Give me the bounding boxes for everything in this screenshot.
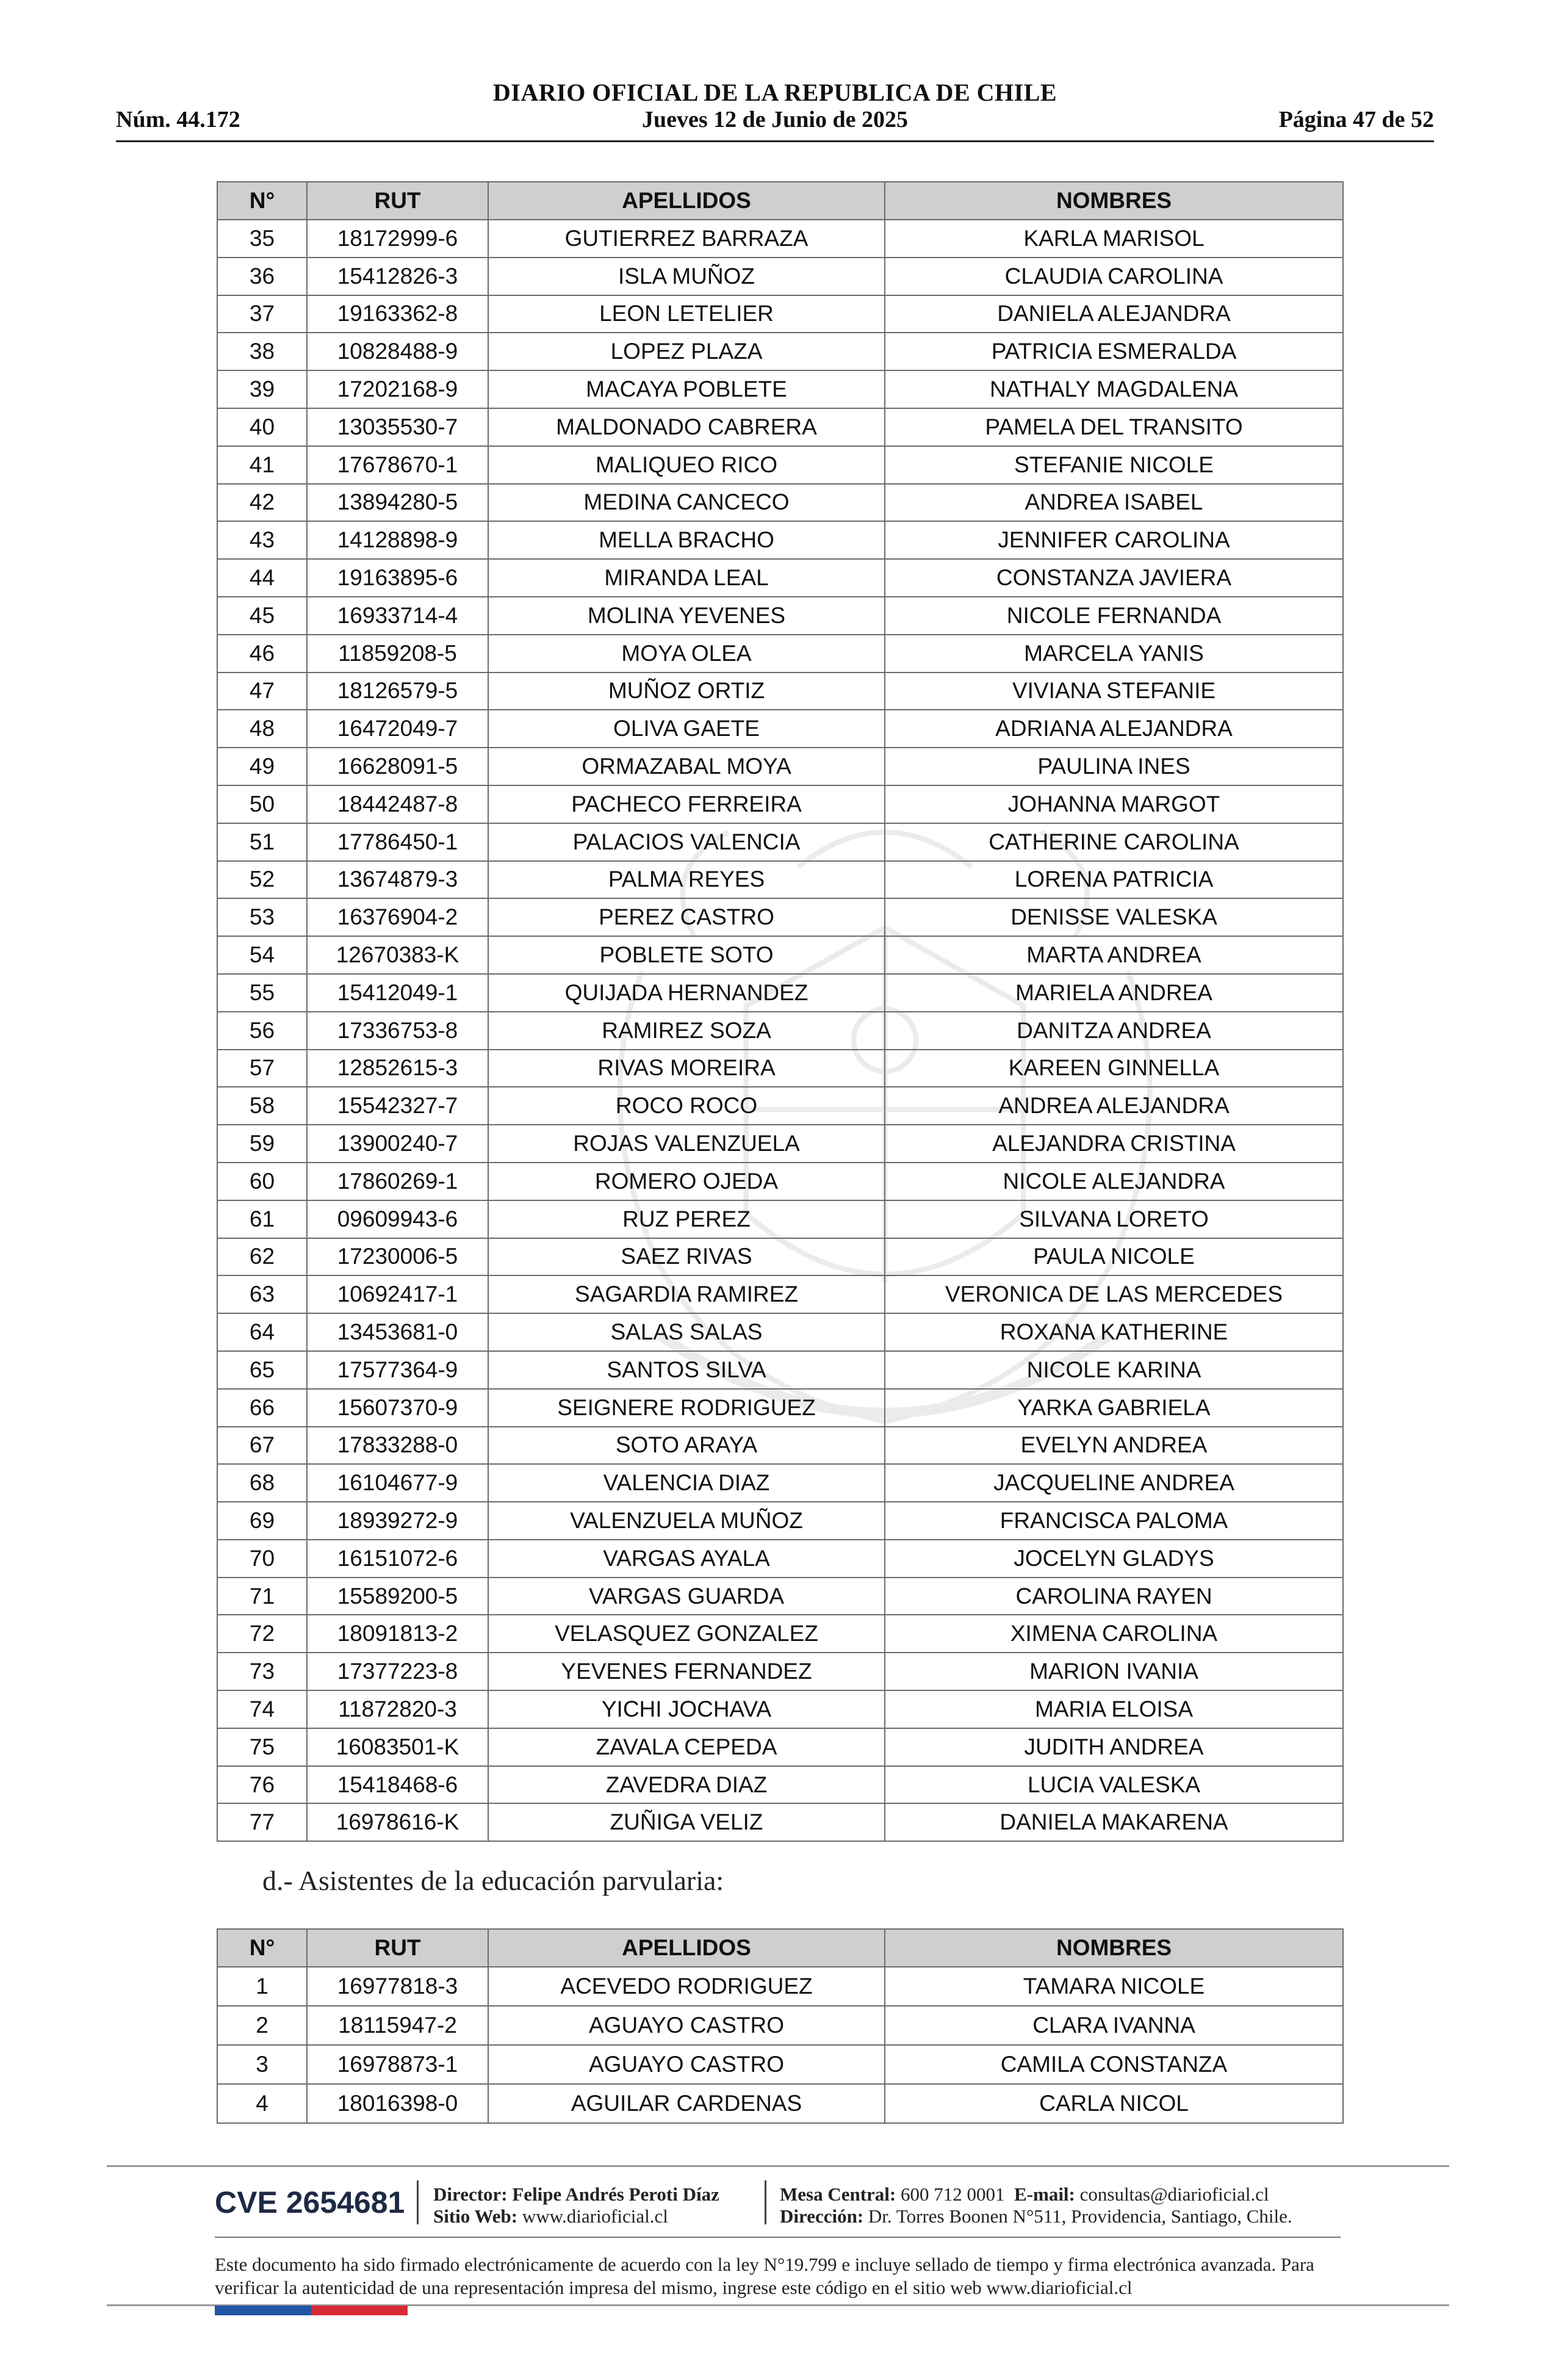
surnames-cell: MELLA BRACHO	[488, 521, 885, 559]
surnames-cell: VELASQUEZ GONZALEZ	[488, 1615, 885, 1653]
names-cell: YARKA GABRIELA	[885, 1389, 1343, 1427]
section-heading: d.- Asistentes de la educación parvularia:	[262, 1865, 724, 1896]
website-link[interactable]: www.diarioficial.cl	[522, 2205, 668, 2227]
table-row	[217, 1313, 1343, 1351]
surnames-cell: AGUILAR CARDENAS	[488, 2084, 885, 2123]
table-row	[217, 559, 1343, 597]
table-row	[217, 1464, 1343, 1502]
row-number: 41	[217, 446, 307, 484]
table-row	[217, 1653, 1343, 1690]
rut-cell: 18126579-5	[307, 673, 488, 710]
surnames-cell: VALENCIA DIAZ	[488, 1464, 885, 1502]
chile-flag-stripe-blue-icon	[215, 2306, 311, 2315]
rut-cell: 11872820-3	[307, 1690, 488, 1728]
names-cell: NICOLE ALEJANDRA	[885, 1163, 1343, 1200]
row-number: 68	[217, 1464, 307, 1502]
rut-cell: 15542327-7	[307, 1087, 488, 1125]
rut-cell: 18939272-9	[307, 1502, 488, 1540]
page-number: Página 47 de 52	[1278, 107, 1434, 132]
row-number: 70	[217, 1540, 307, 1578]
row-number: 40	[217, 408, 307, 446]
names-cell: CLAUDIA CAROLINA	[885, 258, 1343, 295]
names-cell: PAULA NICOLE	[885, 1238, 1343, 1276]
rut-cell: 12852615-3	[307, 1050, 488, 1087]
table-row	[217, 1766, 1343, 1804]
column-header-number: N°	[217, 1929, 307, 1967]
row-number: 48	[217, 710, 307, 748]
names-cell: JOCELYN GLADYS	[885, 1540, 1343, 1578]
row-number: 58	[217, 1087, 307, 1125]
table-row	[217, 258, 1343, 295]
rut-cell: 17336753-8	[307, 1012, 488, 1050]
names-cell: KARLA MARISOL	[885, 220, 1343, 258]
rut-cell: 12670383-K	[307, 936, 488, 974]
names-cell: DANITZA ANDREA	[885, 1012, 1343, 1050]
table-row	[217, 861, 1343, 899]
row-number: 73	[217, 1653, 307, 1690]
table-row	[217, 408, 1343, 446]
footer-divider-top	[107, 2165, 1449, 2167]
surnames-cell: AGUAYO CASTRO	[488, 2006, 885, 2045]
row-number: 36	[217, 258, 307, 295]
table-row	[217, 220, 1343, 258]
row-number: 55	[217, 974, 307, 1012]
rut-cell: 13894280-5	[307, 484, 488, 522]
rut-cell: 18172999-6	[307, 220, 488, 258]
table-row	[217, 1012, 1343, 1050]
rut-cell: 13035530-7	[307, 408, 488, 446]
column-header-number: N°	[217, 182, 307, 220]
surnames-cell: VARGAS AYALA	[488, 1540, 885, 1578]
names-cell: KAREEN GINNELLA	[885, 1050, 1343, 1087]
names-cell: LORENA PATRICIA	[885, 861, 1343, 899]
names-cell: SILVANA LORETO	[885, 1200, 1343, 1238]
surnames-cell: SALAS SALAS	[488, 1313, 885, 1351]
rut-cell: 15418468-6	[307, 1766, 488, 1804]
rut-cell: 15412049-1	[307, 974, 488, 1012]
email-label: E-mail:	[1014, 2183, 1075, 2205]
surnames-cell: ROCO ROCO	[488, 1087, 885, 1125]
row-number: 51	[217, 823, 307, 861]
rut-cell: 16978873-1	[307, 2045, 488, 2084]
table-row	[217, 673, 1343, 710]
table-row	[217, 974, 1343, 1012]
surnames-cell: ZUÑIGA VELIZ	[488, 1803, 885, 1841]
names-cell: MARIELA ANDREA	[885, 974, 1343, 1012]
footer-separator	[765, 2180, 766, 2224]
footer-contact-block	[780, 2183, 1292, 2227]
surnames-cell: MACAYA POBLETE	[488, 370, 885, 408]
table-row	[217, 597, 1343, 635]
names-cell: ANDREA ISABEL	[885, 484, 1343, 522]
table-row	[217, 1615, 1343, 1653]
surnames-cell: MOYA OLEA	[488, 635, 885, 673]
surnames-cell: MUÑOZ ORTIZ	[488, 673, 885, 710]
rut-cell: 16472049-7	[307, 710, 488, 748]
rut-cell: 16151072-6	[307, 1540, 488, 1578]
row-number: 49	[217, 748, 307, 785]
surnames-cell: RAMIREZ SOZA	[488, 1012, 885, 1050]
surnames-cell: OLIVA GAETE	[488, 710, 885, 748]
rut-cell: 16933714-4	[307, 597, 488, 635]
row-number: 61	[217, 1200, 307, 1238]
table-row	[217, 1351, 1343, 1389]
names-cell: DENISSE VALESKA	[885, 898, 1343, 936]
column-header-names: NOMBRES	[885, 182, 1343, 220]
names-cell: TAMARA NICOLE	[885, 1967, 1343, 2006]
surnames-cell: VALENZUELA MUÑOZ	[488, 1502, 885, 1540]
row-number: 42	[217, 484, 307, 522]
director-name: Felipe Andrés Peroti Díaz	[512, 2183, 719, 2205]
names-cell: PAMELA DEL TRANSITO	[885, 408, 1343, 446]
row-number: 47	[217, 673, 307, 710]
names-cell: PATRICIA ESMERALDA	[885, 333, 1343, 370]
table-row	[217, 2006, 1343, 2045]
table-row	[217, 635, 1343, 673]
table-row	[217, 748, 1343, 785]
table-row	[217, 785, 1343, 823]
table-header-row	[217, 182, 1343, 220]
row-number: 35	[217, 220, 307, 258]
rut-cell: 17377223-8	[307, 1653, 488, 1690]
row-number: 4	[217, 2084, 307, 2123]
phone-number: 600 712 0001	[901, 2183, 1005, 2205]
phone-label: Mesa Central:	[780, 2183, 896, 2205]
rut-cell: 11859208-5	[307, 635, 488, 673]
rut-cell: 18442487-8	[307, 785, 488, 823]
surnames-cell: GUTIERREZ BARRAZA	[488, 220, 885, 258]
rut-cell: 16977818-3	[307, 1967, 488, 2006]
names-table-part-d	[217, 1928, 1344, 2124]
names-cell: JUDITH ANDREA	[885, 1728, 1343, 1766]
table-row	[217, 2084, 1343, 2123]
surnames-cell: ACEVEDO RODRIGUEZ	[488, 1967, 885, 2006]
rut-cell: 18091813-2	[307, 1615, 488, 1653]
row-number: 44	[217, 559, 307, 597]
row-number: 76	[217, 1766, 307, 1804]
row-number: 60	[217, 1163, 307, 1200]
surnames-cell: SEIGNERE RODRIGUEZ	[488, 1389, 885, 1427]
row-number: 72	[217, 1615, 307, 1653]
surnames-cell: PEREZ CASTRO	[488, 898, 885, 936]
surnames-cell: MEDINA CANCECO	[488, 484, 885, 522]
header-divider	[116, 140, 1434, 142]
table-row	[217, 484, 1343, 522]
row-number: 63	[217, 1275, 307, 1313]
surnames-cell: SOTO ARAYA	[488, 1427, 885, 1465]
row-number: 2	[217, 2006, 307, 2045]
names-cell: CAROLINA RAYEN	[885, 1578, 1343, 1615]
rut-cell: 17577364-9	[307, 1351, 488, 1389]
surnames-cell: ZAVEDRA DIAZ	[488, 1766, 885, 1804]
surnames-cell: AGUAYO CASTRO	[488, 2045, 885, 2084]
rut-cell: 17230006-5	[307, 1238, 488, 1276]
surnames-cell: RUZ PEREZ	[488, 1200, 885, 1238]
rut-cell: 17786450-1	[307, 823, 488, 861]
table-header-row	[217, 1929, 1343, 1967]
surnames-cell: ORMAZABAL MOYA	[488, 748, 885, 785]
row-number: 46	[217, 635, 307, 673]
rut-cell: 16083501-K	[307, 1728, 488, 1766]
rut-cell: 16628091-5	[307, 748, 488, 785]
row-number: 67	[217, 1427, 307, 1465]
names-cell: MARIA ELOISA	[885, 1690, 1343, 1728]
email-link[interactable]: consultas@diarioficial.cl	[1079, 2183, 1269, 2205]
table-row	[217, 1163, 1343, 1200]
row-number: 38	[217, 333, 307, 370]
names-cell: DANIELA MAKARENA	[885, 1803, 1343, 1841]
row-number: 74	[217, 1690, 307, 1728]
names-cell: XIMENA CAROLINA	[885, 1615, 1343, 1653]
rut-cell: 10828488-9	[307, 333, 488, 370]
names-cell: CATHERINE CAROLINA	[885, 823, 1343, 861]
footer-director-block	[433, 2183, 719, 2227]
names-cell: CARLA NICOL	[885, 2084, 1343, 2123]
rut-cell: 19163362-8	[307, 295, 488, 333]
table-row	[217, 1389, 1343, 1427]
page-header	[116, 73, 1434, 143]
names-cell: FRANCISCA PALOMA	[885, 1502, 1343, 1540]
names-cell: MARCELA YANIS	[885, 635, 1343, 673]
names-cell: JENNIFER CAROLINA	[885, 521, 1343, 559]
row-number: 45	[217, 597, 307, 635]
names-cell: CONSTANZA JAVIERA	[885, 559, 1343, 597]
names-cell: JOHANNA MARGOT	[885, 785, 1343, 823]
row-number: 43	[217, 521, 307, 559]
surnames-cell: LOPEZ PLAZA	[488, 333, 885, 370]
row-number: 1	[217, 1967, 307, 2006]
table-row	[217, 1540, 1343, 1578]
surnames-cell: YEVENES FERNANDEZ	[488, 1653, 885, 1690]
address-text: Dr. Torres Boonen N°511, Providencia, Santiago, Chile.	[868, 2205, 1292, 2227]
table-row	[217, 1238, 1343, 1276]
table-row	[217, 370, 1343, 408]
rut-cell: 15589200-5	[307, 1578, 488, 1615]
names-cell: EVELYN ANDREA	[885, 1427, 1343, 1465]
surnames-cell: PALMA REYES	[488, 861, 885, 899]
surnames-cell: SAGARDIA RAMIREZ	[488, 1275, 885, 1313]
names-cell: CLARA IVANNA	[885, 2006, 1343, 2045]
surnames-cell: YICHI JOCHAVA	[488, 1690, 885, 1728]
table-row	[217, 1690, 1343, 1728]
rut-cell: 14128898-9	[307, 521, 488, 559]
rut-cell: 10692417-1	[307, 1275, 488, 1313]
names-cell: NICOLE FERNANDA	[885, 597, 1343, 635]
rut-cell: 17833288-0	[307, 1427, 488, 1465]
surnames-cell: ROJAS VALENZUELA	[488, 1125, 885, 1163]
row-number: 53	[217, 898, 307, 936]
row-number: 66	[217, 1389, 307, 1427]
rut-cell: 18115947-2	[307, 2006, 488, 2045]
table-row	[217, 446, 1343, 484]
cve-code: CVE 2654681	[215, 2185, 405, 2220]
website-label: Sitio Web:	[433, 2205, 518, 2227]
surnames-cell: SAEZ RIVAS	[488, 1238, 885, 1276]
rut-cell: 17860269-1	[307, 1163, 488, 1200]
names-cell: ADRIANA ALEJANDRA	[885, 710, 1343, 748]
row-number: 39	[217, 370, 307, 408]
names-cell: MARION IVANIA	[885, 1653, 1343, 1690]
rut-cell: 18016398-0	[307, 2084, 488, 2123]
table-row	[217, 1125, 1343, 1163]
names-cell: MARTA ANDREA	[885, 936, 1343, 974]
column-header-rut: RUT	[307, 182, 488, 220]
names-cell: PAULINA INES	[885, 748, 1343, 785]
table-row	[217, 333, 1343, 370]
names-cell: ANDREA ALEJANDRA	[885, 1087, 1343, 1125]
names-cell: JACQUELINE ANDREA	[885, 1464, 1343, 1502]
row-number: 54	[217, 936, 307, 974]
rut-cell: 13453681-0	[307, 1313, 488, 1351]
names-cell: ROXANA KATHERINE	[885, 1313, 1343, 1351]
row-number: 50	[217, 785, 307, 823]
row-number: 69	[217, 1502, 307, 1540]
names-cell: VERONICA DE LAS MERCEDES	[885, 1275, 1343, 1313]
surnames-cell: LEON LETELIER	[488, 295, 885, 333]
row-number: 57	[217, 1050, 307, 1087]
surnames-cell: ROMERO OJEDA	[488, 1163, 885, 1200]
row-number: 62	[217, 1238, 307, 1276]
table-row	[217, 295, 1343, 333]
names-cell: VIVIANA STEFANIE	[885, 673, 1343, 710]
table-row	[217, 1200, 1343, 1238]
surnames-cell: QUIJADA HERNANDEZ	[488, 974, 885, 1012]
row-number: 65	[217, 1351, 307, 1389]
row-number: 75	[217, 1728, 307, 1766]
rut-cell: 09609943-6	[307, 1200, 488, 1238]
table-row	[217, 898, 1343, 936]
names-table-part-c	[217, 181, 1344, 1842]
table-row	[217, 1728, 1343, 1766]
surnames-cell: SANTOS SILVA	[488, 1351, 885, 1389]
table-row	[217, 1050, 1343, 1087]
issue-number: Núm. 44.172	[116, 107, 240, 132]
table-row	[217, 1427, 1343, 1465]
row-number: 77	[217, 1803, 307, 1841]
table-row	[217, 823, 1343, 861]
rut-cell: 15412826-3	[307, 258, 488, 295]
names-cell: ALEJANDRA CRISTINA	[885, 1125, 1343, 1163]
surnames-cell: MOLINA YEVENES	[488, 597, 885, 635]
names-cell: NATHALY MAGDALENA	[885, 370, 1343, 408]
column-header-names: NOMBRES	[885, 1929, 1343, 1967]
table-row	[217, 1087, 1343, 1125]
column-header-surnames: APELLIDOS	[488, 182, 885, 220]
table-row	[217, 1578, 1343, 1615]
table-row	[217, 1502, 1343, 1540]
table-row	[217, 2045, 1343, 2084]
surnames-cell: PALACIOS VALENCIA	[488, 823, 885, 861]
surnames-cell: ZAVALA CEPEDA	[488, 1728, 885, 1766]
row-number: 64	[217, 1313, 307, 1351]
column-header-surnames: APELLIDOS	[488, 1929, 885, 1967]
footer-divider-middle	[215, 2237, 1341, 2238]
table-row	[217, 1803, 1343, 1841]
row-number: 37	[217, 295, 307, 333]
row-number: 56	[217, 1012, 307, 1050]
chile-flag-stripe-red-icon	[311, 2306, 408, 2315]
legal-notice: Este documento ha sido firmado electrónicamente de acuerdo con la ley N°19.799 e incluye sellado de tiempo y firma electrónica avanzada. Para verificar la autenticidad de una representación impresa del mismo, ingrese este código en el sitio web www.diarioficial.cl	[215, 2254, 1314, 2298]
rut-cell: 13674879-3	[307, 861, 488, 899]
footer-separator	[417, 2180, 419, 2224]
table-row	[217, 521, 1343, 559]
row-number: 71	[217, 1578, 307, 1615]
surnames-cell: PACHECO FERREIRA	[488, 785, 885, 823]
names-cell: DANIELA ALEJANDRA	[885, 295, 1343, 333]
surnames-cell: RIVAS MOREIRA	[488, 1050, 885, 1087]
row-number: 52	[217, 861, 307, 899]
rut-cell: 16376904-2	[307, 898, 488, 936]
column-header-rut: RUT	[307, 1929, 488, 1967]
surnames-cell: MALDONADO CABRERA	[488, 408, 885, 446]
rut-cell: 15607370-9	[307, 1389, 488, 1427]
names-cell: CAMILA CONSTANZA	[885, 2045, 1343, 2084]
rut-cell: 13900240-7	[307, 1125, 488, 1163]
names-cell: LUCIA VALESKA	[885, 1766, 1343, 1804]
surnames-cell: MALIQUEO RICO	[488, 446, 885, 484]
table-row	[217, 936, 1343, 974]
address-label: Dirección:	[780, 2205, 864, 2227]
rut-cell: 19163895-6	[307, 559, 488, 597]
row-number: 59	[217, 1125, 307, 1163]
rut-cell: 16104677-9	[307, 1464, 488, 1502]
rut-cell: 17202168-9	[307, 370, 488, 408]
table-row	[217, 1967, 1343, 2006]
rut-cell: 16978616-K	[307, 1803, 488, 1841]
publication-title: DIARIO OFICIAL DE LA REPUBLICA DE CHILE	[492, 79, 1057, 106]
surnames-cell: POBLETE SOTO	[488, 936, 885, 974]
names-cell: NICOLE KARINA	[885, 1351, 1343, 1389]
issue-date: Jueves 12 de Junio de 2025	[642, 107, 908, 132]
director-label: Director:	[433, 2183, 508, 2205]
table-row	[217, 710, 1343, 748]
names-cell: STEFANIE NICOLE	[885, 446, 1343, 484]
rut-cell: 17678670-1	[307, 446, 488, 484]
table-row	[217, 1275, 1343, 1313]
surnames-cell: MIRANDA LEAL	[488, 559, 885, 597]
surnames-cell: ISLA MUÑOZ	[488, 258, 885, 295]
row-number: 3	[217, 2045, 307, 2084]
surnames-cell: VARGAS GUARDA	[488, 1578, 885, 1615]
